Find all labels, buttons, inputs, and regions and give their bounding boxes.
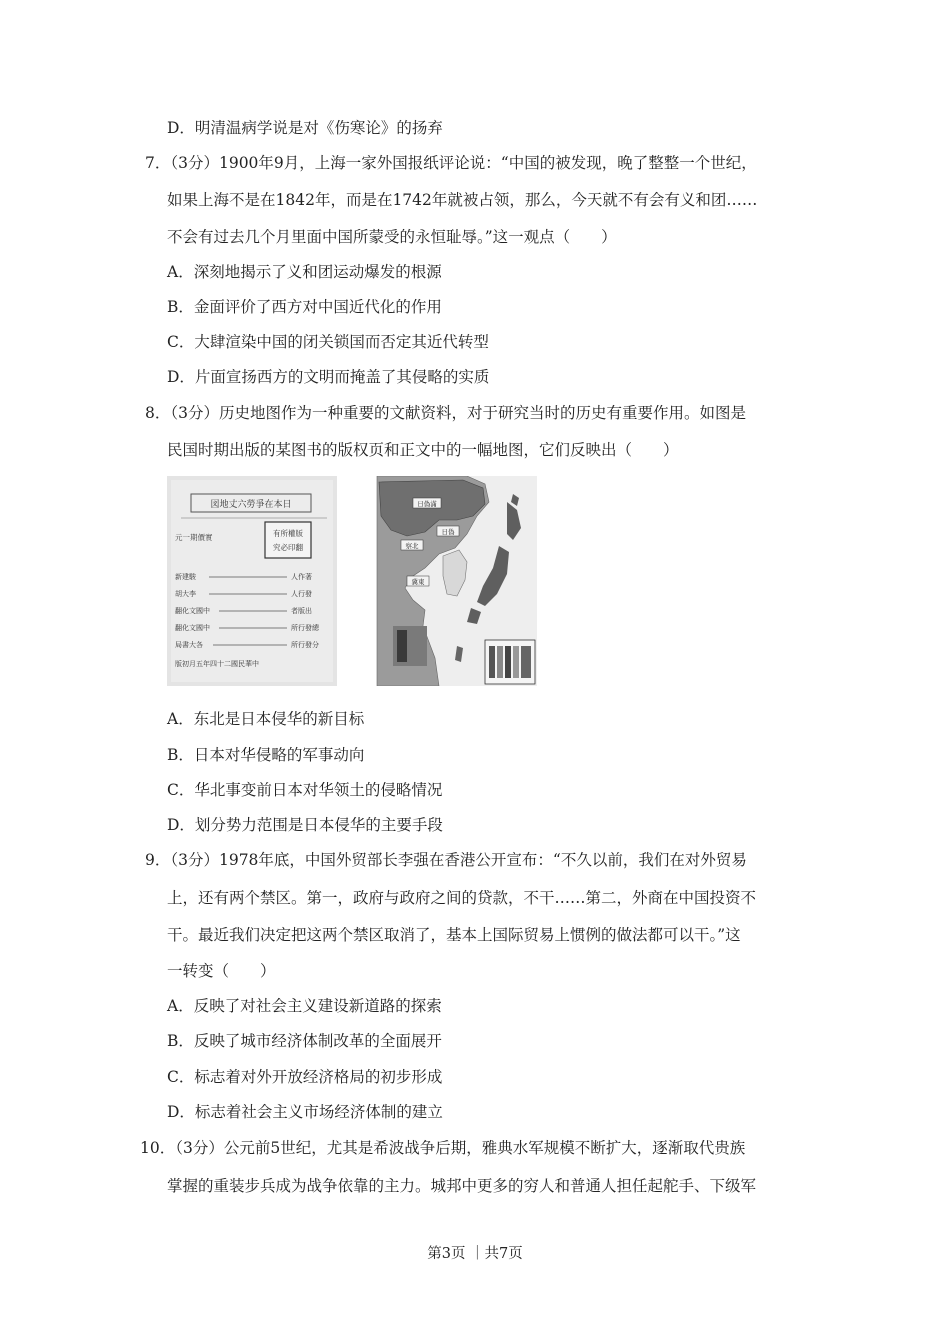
map-image xyxy=(377,476,537,686)
copyright-stamp-line1: 有所權版 xyxy=(273,529,303,538)
copyright-row5-left: 局書大各 xyxy=(175,641,203,649)
q7-option-b: B．金面评价了西方对中国近代化的作用 xyxy=(167,298,442,316)
copyright-stamp-line2: 究必印翻 xyxy=(273,543,303,552)
copyright-row4-left: 翻化文國中 xyxy=(175,624,210,632)
q9-option-b: B．反映了城市经济体制改革的全面展开 xyxy=(167,1032,442,1050)
copyright-row2-left: 胡大李 xyxy=(175,590,196,598)
q9-stem-line1: 9．（3分）1978年底，中国外贸部长李强在香港公开宣布：“不久以前，我们在对外贸易 xyxy=(145,851,747,869)
q7-stem-line2: 如果上海不是在1842年，而是在1742年就被占领，那么，今天就不有会有义和团…… xyxy=(167,191,758,209)
q8-stem-line1: 8．（3分）历史地图作为一种重要的文献资料，对于研究当时的历史有重要作用。如图是 xyxy=(145,404,746,422)
q8-option-c: C．华北事变前日本对华领土的侵略情况 xyxy=(167,781,443,799)
q7-option-d: D．片面宣扬西方的文明而掩盖了其侵略的实质 xyxy=(167,368,490,386)
q7-stem-line3: 不会有过去几个月里面中国所蒙受的永恒耻辱。”这一观点（ ） xyxy=(167,228,617,246)
q10-stem-line2: 掌握的重装步兵成为战争依靠的主力。城邦中更多的穷人和普通人担任起舵手、下级军 xyxy=(167,1177,757,1195)
map-label-1: 日偽滿 xyxy=(417,500,437,508)
q7-option-a: A．深刻地揭示了义和团运动爆发的根源 xyxy=(167,263,442,281)
copyright-row2-right: 人行發 xyxy=(291,590,312,598)
q8-stem-line2: 民国时期出版的某图书的版权页和正文中的一幅地图，它们反映出（ ） xyxy=(167,441,679,459)
q10-stem-line1: 10．（3分）公元前5世纪，尤其是希波战争后期，雅典水军规模不断扩大，逐渐取代贵族 xyxy=(140,1139,746,1157)
q9-option-d: D．标志着社会主义市场经济体制的建立 xyxy=(167,1103,443,1121)
copyright-title: 図地丈六勞爭在本日 xyxy=(210,500,292,510)
q8-option-d: D．划分势力范围是日本侵华的主要手段 xyxy=(167,816,443,834)
copyright-page-image xyxy=(167,476,337,686)
copyright-row4-right: 所行發總 xyxy=(291,624,319,632)
q8-option-b: B．日本对华侵略的军事动向 xyxy=(167,746,365,764)
copyright-row1-right: 人作著 xyxy=(291,573,312,581)
copyright-row3-right: 者版出 xyxy=(291,607,312,615)
q9-stem-line3: 干。最近我们决定把这两个禁区取消了，基本上国际贸易上惯例的做法都可以干。”这 xyxy=(167,926,741,944)
q6-option-d: D．明清温病学说是对《伤寒论》的扬弃 xyxy=(167,119,443,137)
q7-option-c: C．大肆渲染中国的闭关锁国而否定其近代转型 xyxy=(167,333,489,351)
q8-option-a: A．东北是日本侵华的新目标 xyxy=(167,710,365,728)
q9-stem-line4: 一转变（ ） xyxy=(167,962,276,980)
map-label-2: 日偽 xyxy=(441,528,455,536)
copyright-row1-left: 新建駿 xyxy=(175,573,196,581)
q7-stem-line1: 7．（3分）1900年9月，上海一家外国报纸评论说：“中国的被发现，晚了整整一个世纪， xyxy=(145,154,757,172)
q8-figure xyxy=(167,476,537,686)
map-label-3: 察北 xyxy=(405,542,419,550)
copyright-row5-right: 所行發分 xyxy=(291,641,319,649)
page-number: 第3页 ｜共7页 xyxy=(427,1246,523,1262)
q9-option-a: A．反映了对社会主义建设新道路的探索 xyxy=(167,997,442,1015)
copyright-row3-left: 翻化文國中 xyxy=(175,607,210,615)
copyright-date: 版初月五年四十二國民華中 xyxy=(175,660,259,668)
q9-stem-line2: 上，还有两个禁区。第一，政府与政府之间的贷款，不干……第二，外商在中国投资不 xyxy=(167,889,757,907)
map-label-4: 冀東 xyxy=(411,578,425,586)
copyright-price-label: 元一期價實 xyxy=(175,533,213,542)
q9-option-c: C．标志着对外开放经济格局的初步形成 xyxy=(167,1068,443,1086)
